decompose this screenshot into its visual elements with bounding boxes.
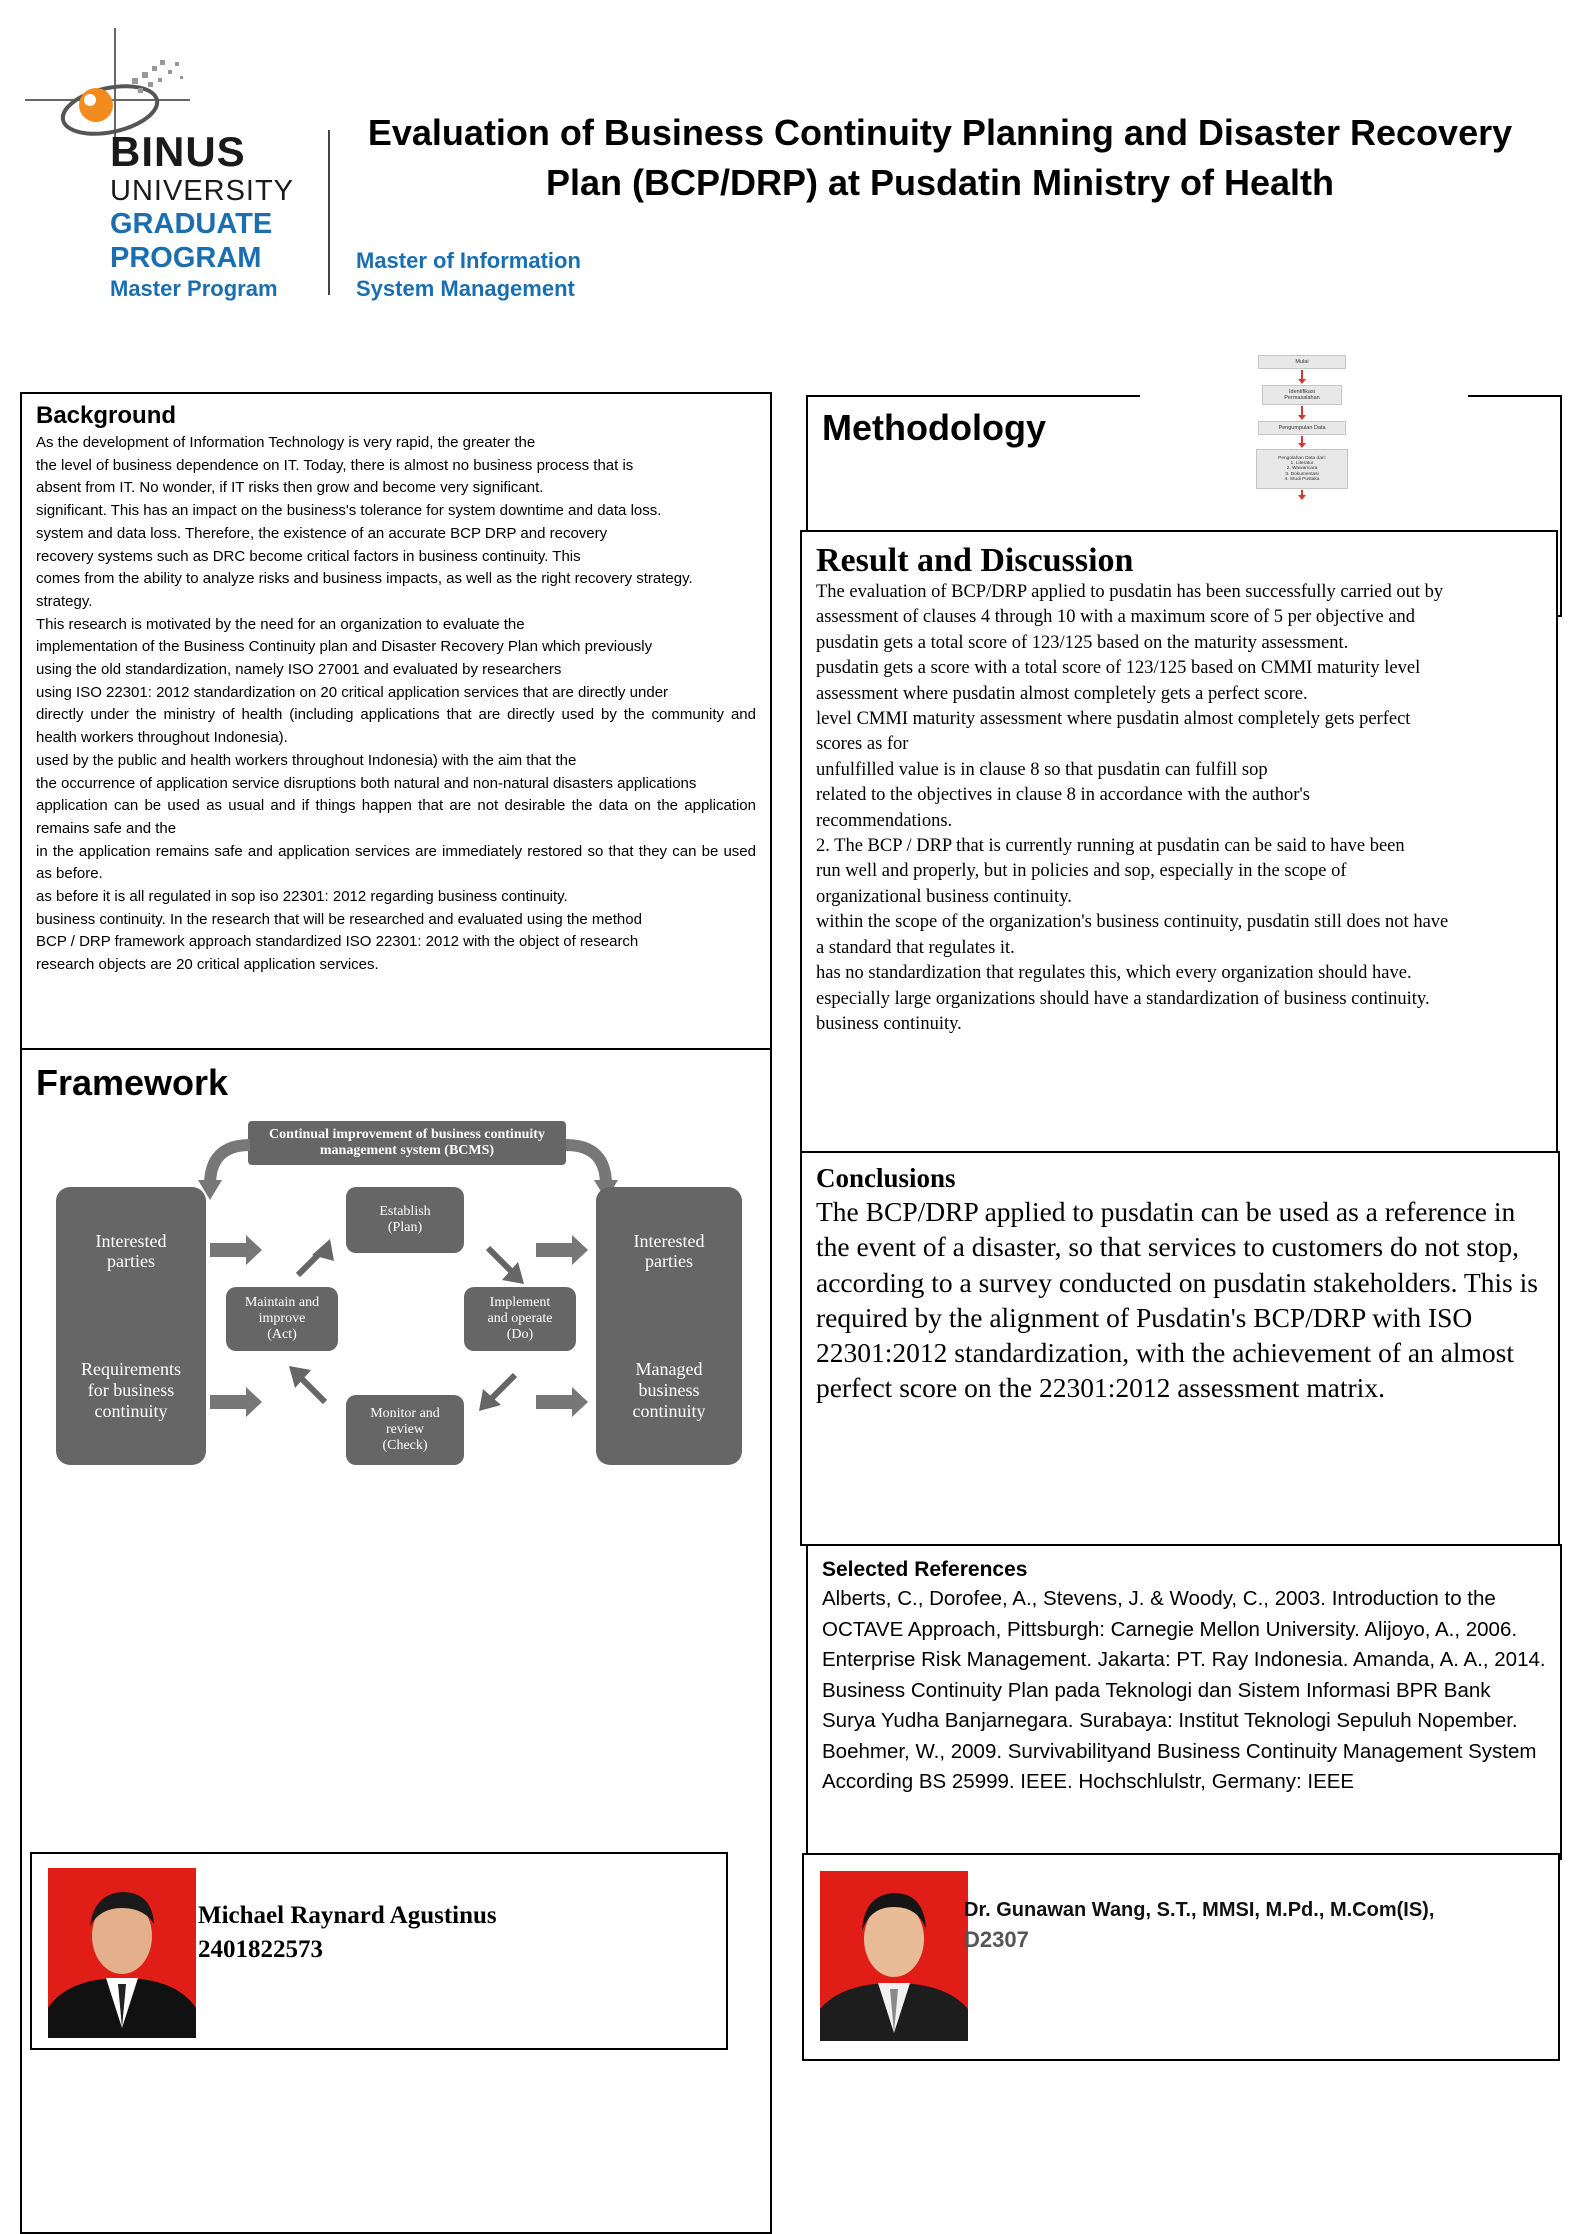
supervisor-photo [820,1871,968,2041]
flow-step: Pengolahan Data dari: 1. Literatur 2. Wawancara 3. Dokumentasi 4. Studi Pustaka [1256,449,1348,489]
logo-program: PROGRAM [110,242,262,274]
logo-program-line1: Master of Information [356,248,581,273]
check-node: Monitor and review (Check) [346,1395,464,1465]
logo-divider [328,130,330,295]
student-photo [48,1868,196,2038]
supervisor-portrait-icon [820,1871,968,2041]
result-text: The evaluation of BCP/DRP applied to pusdatin has been successfully carried out by assessment of clauses 4 through 10 with a maximum score of 5 per objective and pusdatin gets a total score of 123/125 based on the maturity assessment. pusdatin gets a score with a total score of 123/125 based on CMMI maturity level assessment where pusdatin almost completely gets a perfect score. level CMMI maturity assessment where pusdatin almost completely gets perfect scores as for unfulfilled value is in clause 8 so that pusdatin can fulfill sop related to the objectives in clause 8 in accordance with the author's recommendations. 2. The BCP / DRP that is currently running at pusdatin can be said to have been run well and properly, but in policies and sop, especially in the scope of organizational business continuity. within the scope of the organization's business continuity, pusdatin still does not have a standard that regulates it. has no standardization that regulates this, which every organization should have. especially large organizations should have a standardization of business continuity. business continuity. [816,582,1449,1034]
conclusions-text: The BCP/DRP applied to pusdatin can be used as a reference in the event of a disaster, so that services to customers do not stop, according to a survey conducted on pusdatin stakeholders. This is required by the alignment of Pusdatin's BCP/DRP with ISO 22301:2012 standardization, with the achievement of an almost perfect score on the 22301:2012 assessment matrix. [816,1196,1538,1404]
student-id: 2401822573 [198,1936,323,1963]
logo-program-line2: System Management [356,276,575,301]
logo-brand: BINUS [110,128,246,175]
supervisor-card [802,1853,1560,2061]
references-text: Alberts, C., Dorofee, A., Stevens, J. & Woody, C., 2003. Introduction to the OCTAVE Approach, Pittsburgh: Carnegie Mellon University. Alijoyo, A., 2006. Enterprise Risk Management. Jakarta: PT. Ray Indonesia. Amanda, A. A., 2014. Business Continuity Plan pada Teknologi dan Sistem Informasi BPR Bank Surya Yudha Banjarnegara. Surabaya: Institut Teknologi Sepuluh Nopember. Boehmer, W., 2009. Survivabilityand Business Continuity Management System According BS 25999. IEEE. Hochschlulstr, Germany: IEEE [822,1587,1546,1793]
logo-master-program: Master Program [110,276,278,301]
student-name: Michael Raynard Agustinus [198,1902,497,1929]
left-interested-parties: Interested parties [95,1230,167,1272]
result-section [800,530,1558,1153]
framework-heading: Framework [36,1062,229,1103]
right-interested-parties: Interested parties [633,1230,705,1272]
conclusions-heading: Conclusions [816,1163,956,1193]
references-section [806,1544,1562,1860]
flow-step: Pengumpulan Data [1258,421,1346,435]
methodology-flowchart [1140,345,1468,537]
act-node: Maintain and improve (Act) [226,1287,338,1351]
page-title-line1: Evaluation of Business Continuity Planning and Disaster Recovery [367,112,1513,153]
plan-node: Establish (Plan) [346,1187,464,1253]
right-managed-continuity: Managed business continuity [632,1359,706,1421]
flow-arrow [1301,490,1303,496]
flow-arrow [1301,436,1303,444]
background-heading: Background [36,402,177,429]
left-panel [56,1187,206,1465]
page-title-line2: Plan (BCP/DRP) at Pusdatin Ministry of Health [545,162,1335,203]
bcms-diagram [50,1115,750,1475]
background-text: As the development of Information Technology is very rapid, the greater the the level of business dependence on IT. Today, there is almost no business process that is absent from IT. No wonder, if IT risks then grow and become very significant. significant. This has an impact on the business's tolerance for system downtime and data loss. system and data loss. Therefore, the existence of an accurate BCP DRP and recovery recovery systems such as DRC become critical factors in business continuity. This comes from the ability to analyze risks and business impacts, as well as the right recovery strategy. strategy. This research is motivated by the need for an organization to evaluate the implementation of the Business Continuity plan and Disaster Recovery Plan which previously using the old standardization, namely ISO 27001 and evaluated by researchers using ISO 22301: 2012 standardization on 20 critical application services that are directly under directly under the ministry of health (including applications that are directly used by the community and health workers throughout Indonesia). used by the public and health workers throughout Indonesia) with the aim that the the occurrence of application service disruptions both natural and non-natural disasters applications application can be used as usual and if things happen that are not desirable the data on the application remains safe and the in the application remains safe and application services are immediately restored so that they can be used as before. as before it is all regulated in sop iso 22301: 2012 regarding business continuity. business continuity. In the research that will be researched and evaluated using the method BCP / DRP framework approach standardized ISO 22301: 2012 with the object of research research objects are 20 critical application services. [36,434,756,974]
flow-arrow [1301,406,1303,416]
left-requirements: Requirements for business continuity [81,1359,181,1421]
do-node: Implement and operate (Do) [464,1287,576,1351]
student-portrait-icon [48,1868,196,2038]
conclusions-section [800,1151,1560,1546]
logo-university: UNIVERSITY [110,175,295,207]
references-heading: Selected References [822,1558,1028,1581]
student-card [30,1852,728,2050]
background-section [20,392,772,1050]
flow-arrow [1301,370,1303,380]
page-title [360,108,1520,208]
flow-step: Mulai [1258,355,1346,369]
supervisor-code: D2307 [964,1927,1029,1952]
supervisor-name: Dr. Gunawan Wang, S.T., MMSI, M.Pd., M.Com(IS), [964,1899,1435,1921]
logo-graduate: GRADUATE [110,208,273,240]
bcms-cycle-title: Continual improvement of business continuity management system (BCMS) [248,1121,566,1165]
flow-step: Identifikasi Permasalahan [1262,385,1342,405]
result-heading: Result and Discussion [816,542,1134,579]
methodology-heading: Methodology [822,407,1046,448]
right-panel [596,1187,742,1465]
logo-mark-icon [20,20,200,145]
